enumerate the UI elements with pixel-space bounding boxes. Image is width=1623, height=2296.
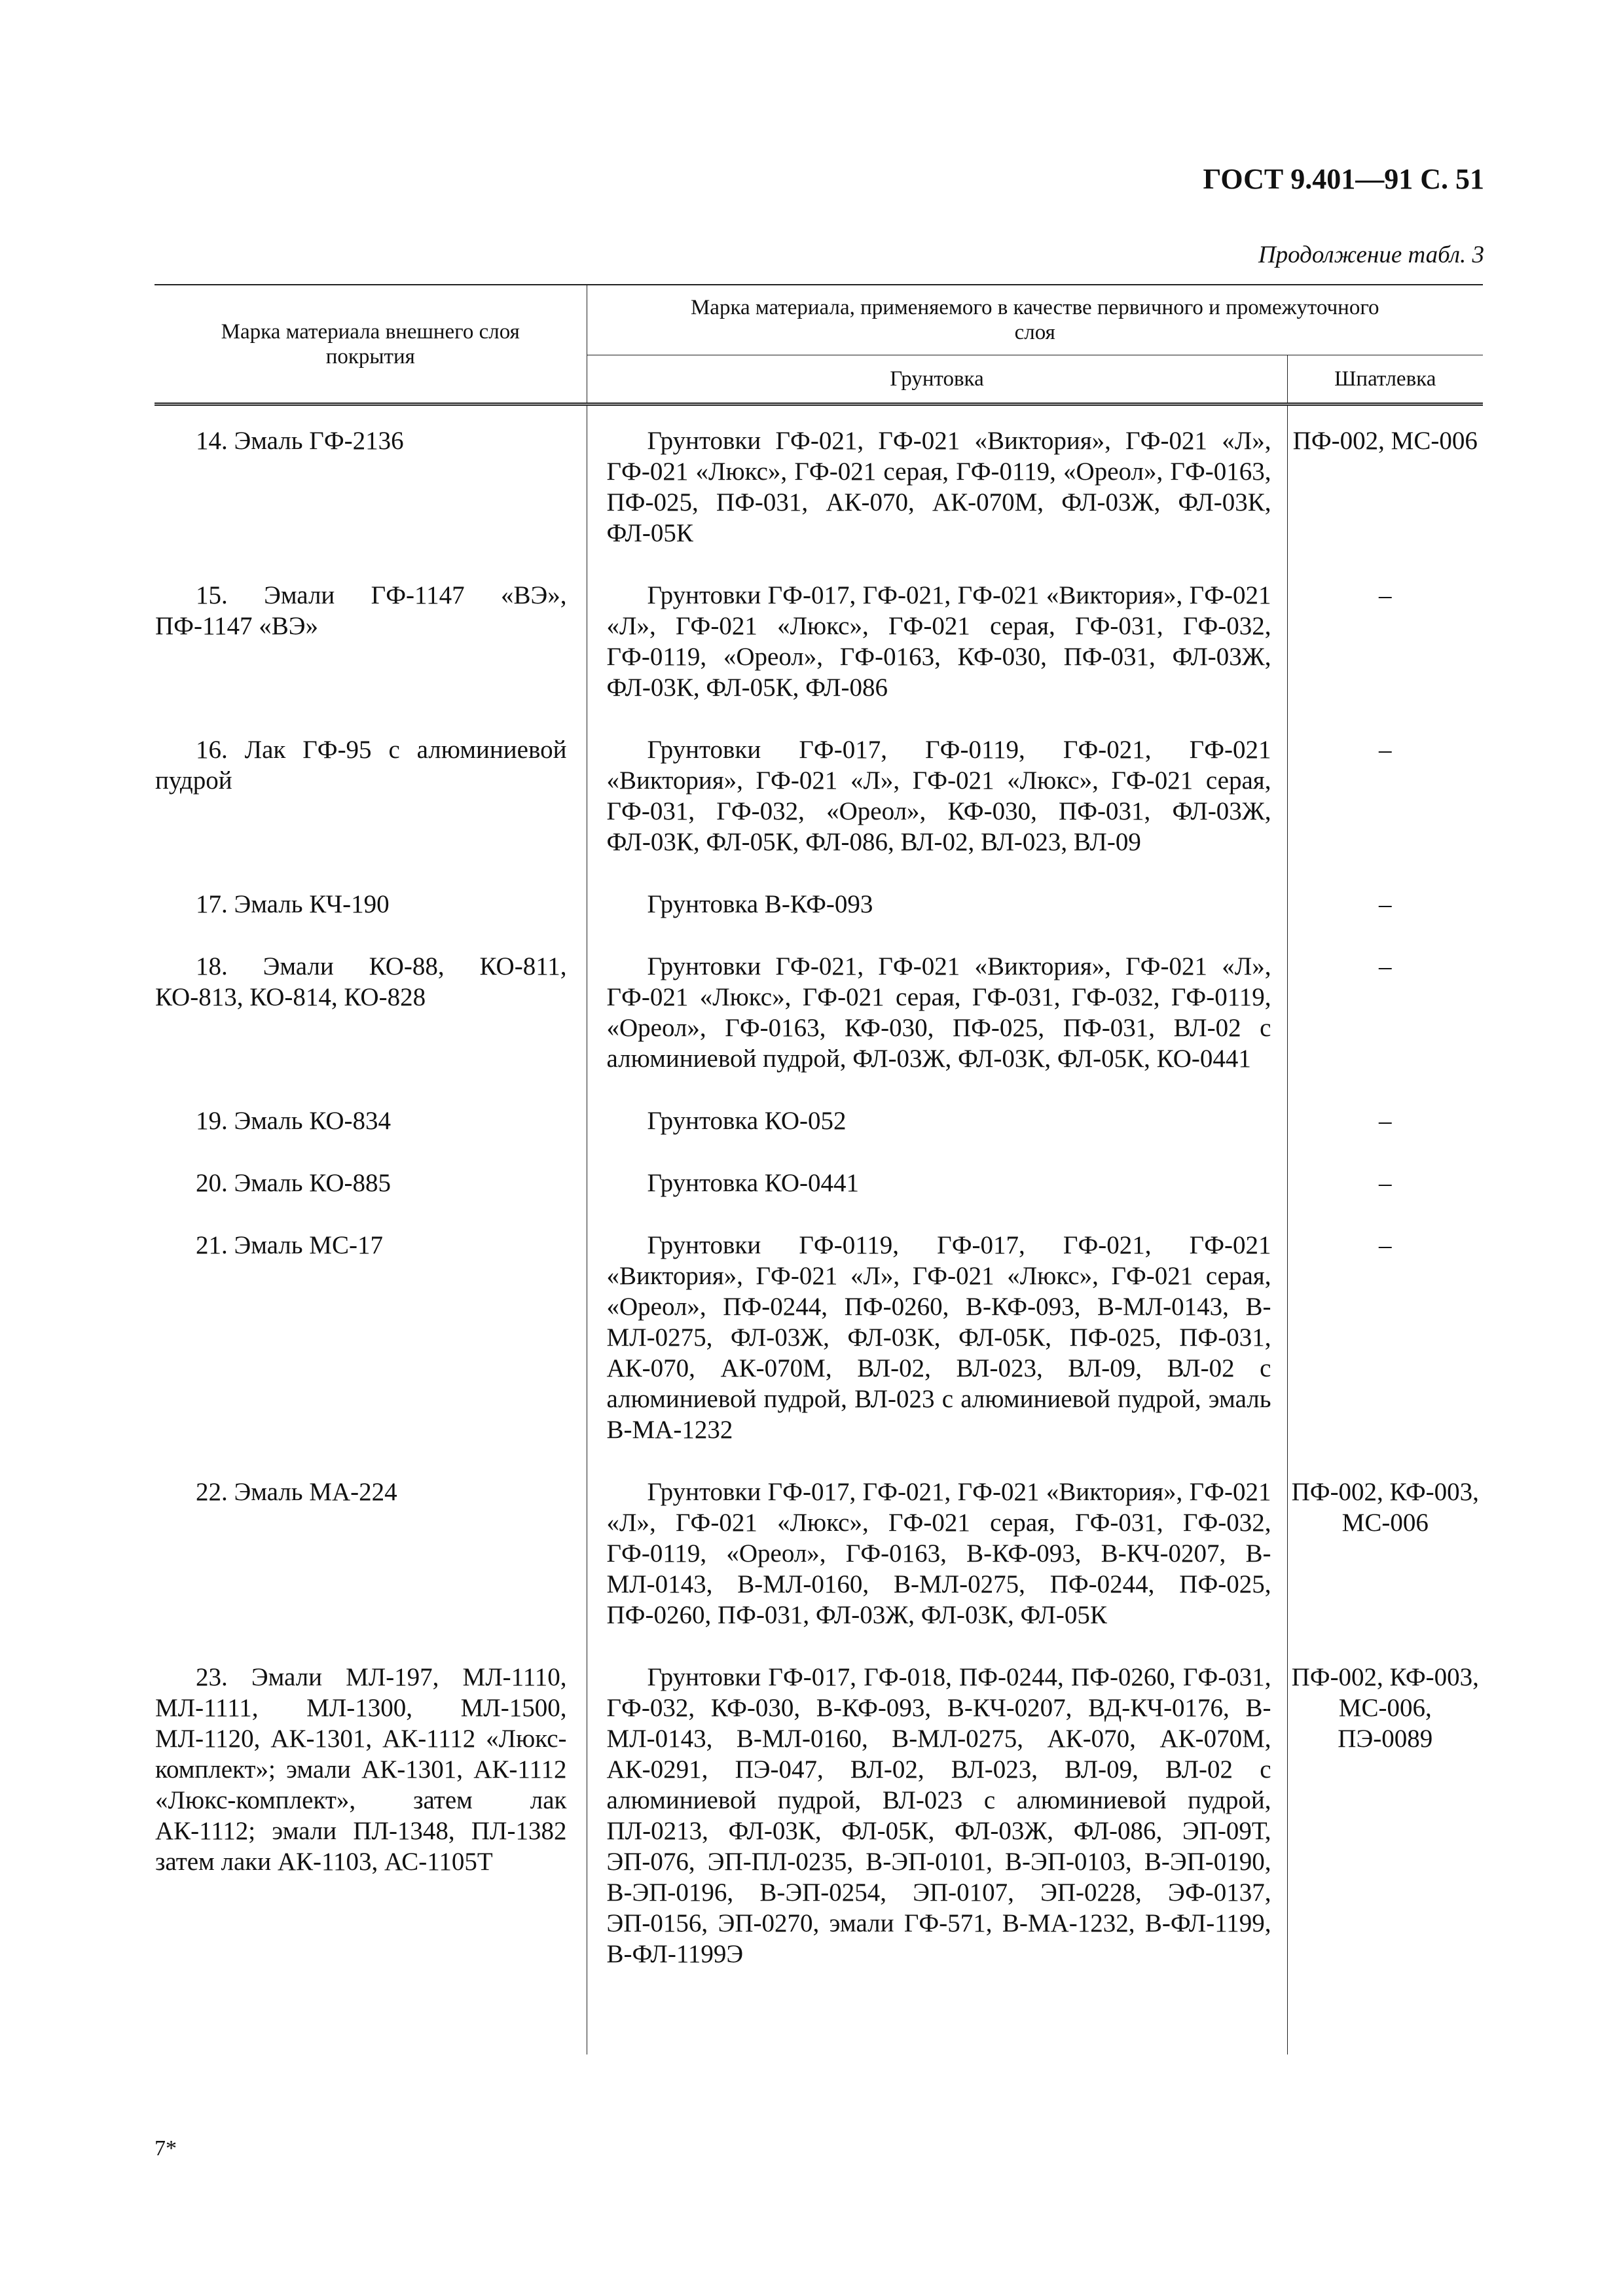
- header-primer: Грунтовка: [587, 355, 1287, 404]
- header-putty: Шпатлевка: [1287, 355, 1483, 404]
- materials-table: [155, 284, 1483, 2054]
- table-row: [155, 1476, 1483, 1661]
- putty-cell: –: [1379, 890, 1392, 918]
- primer-cell: Грунтовка КО-0441: [587, 1167, 1287, 1229]
- primer-cell: Грунтовка КО-052: [587, 1105, 1287, 1167]
- table-row: [155, 1229, 1483, 1476]
- outer-layer-cell: 16. Лак ГФ-95 с алюминиевой пудрой: [155, 736, 567, 795]
- primer-cell: Грунтовки ГФ-021, ГФ-021 «Виктория», ГФ-021 «Л», ГФ-021 «Люкс», ГФ-021 серая, ГФ-031, ГФ-032, ГФ-0119, «Ореол», ГФ-0163, КФ-030, ПФ-025, ПФ-031, ВЛ-02 с алюминиевой пудрой, ФЛ-03Ж, ФЛ-03К, ФЛ-05К, КО-0441: [587, 950, 1287, 1105]
- putty-cell: –: [1379, 581, 1392, 609]
- putty-cell: ПФ-002, МС-006: [1292, 427, 1478, 455]
- outer-layer-cell: 22. Эмаль МА-224: [196, 1478, 397, 1506]
- table-row: [155, 734, 1483, 888]
- page-mark: 7*: [155, 2136, 177, 2161]
- outer-layer-cell: 17. Эмаль КЧ-190: [196, 890, 390, 918]
- outer-layer-cell: 19. Эмаль КО-834: [196, 1107, 392, 1135]
- putty-cell: ПФ-002, КФ-003, МС-006, ПЭ-0089: [1291, 1663, 1479, 1753]
- table-row: [155, 579, 1483, 734]
- outer-layer-cell: 15. Эмали ГФ-1147 «ВЭ», ПФ-1147 «ВЭ»: [155, 581, 567, 640]
- table-row: [155, 1167, 1483, 1229]
- putty-cell: –: [1379, 952, 1392, 980]
- table-continuation-note: Продолжение табл. 3: [1258, 242, 1484, 268]
- primer-cell: Грунтовки ГФ-017, ГФ-0119, ГФ-021, ГФ-021 «Виктория», ГФ-021 «Л», ГФ-021 «Люкс», ГФ-021 серая, ГФ-031, ГФ-032, «Ореол», КФ-030, ПФ-031, ФЛ-03Ж, ФЛ-03К, ФЛ-05К, ФЛ-086, ВЛ-02, ВЛ-023, ВЛ-09: [587, 734, 1287, 888]
- primer-cell: Грунтовки ГФ-021, ГФ-021 «Виктория», ГФ-021 «Л», ГФ-021 «Люкс», ГФ-021 серая, ГФ-0119, «Ореол», ГФ-0163, ПФ-025, ПФ-031, АК-070, АК-070М, ФЛ-03Ж, ФЛ-03К, ФЛ-05К: [587, 404, 1287, 580]
- outer-layer-cell: 21. Эмаль МС-17: [196, 1231, 383, 1259]
- outer-layer-cell: 20. Эмаль КО-885: [196, 1169, 392, 1197]
- table-body: [155, 404, 1483, 2055]
- table-row: [155, 404, 1483, 580]
- putty-cell: ПФ-002, КФ-003, МС-006: [1291, 1478, 1479, 1537]
- header-primary-layer-group: Марка материала, применяемого в качестве первичного и промежуточного слоя: [587, 285, 1483, 355]
- table-row: [155, 1105, 1483, 1167]
- spacer-cell: [155, 1969, 587, 2054]
- primer-cell: Грунтовки ГФ-017, ГФ-018, ПФ-0244, ПФ-0260, ГФ-031, ГФ-032, КФ-030, В-КФ-093, В-КЧ-0207, ВД-КЧ-0176, В-МЛ-0143, В-МЛ-0160, В-МЛ-0275, АК-070, АК-070М, АК-0291, ПЭ-047, ВЛ-02, ВЛ-023, ВЛ-09, ВЛ-02 с алюминиевой пудрой, ВЛ-023 с алюминиевой пудрой, ПЛ-0213, ФЛ-03К, ФЛ-05К, ФЛ-03Ж, ФЛ-086, ЭП-09Т, ЭП-076, ЭП-ПЛ-0235, В-ЭП-0101, В-ЭП-0103, В-ЭП-0190, В-ЭП-0196, В-ЭП-0254, ЭП-0107, ЭП-0228, ЭФ-0137, ЭП-0156, ЭП-0270, эмали ГФ-571, В-МА-1232, В-ФЛ-1199, В-ФЛ-1199Э: [587, 1661, 1287, 1969]
- page-title: ГОСТ 9.401—91 С. 51: [1203, 163, 1484, 195]
- table-spacer-row: [155, 1969, 1483, 2054]
- table-row: [155, 888, 1483, 950]
- outer-layer-cell: 18. Эмали КО-88, КО-811, КО-813, КО-814, КО-828: [155, 952, 567, 1011]
- outer-layer-cell: 14. Эмаль ГФ-2136: [196, 427, 404, 455]
- primer-cell: Грунтовки ГФ-0119, ГФ-017, ГФ-021, ГФ-021 «Виктория», ГФ-021 «Л», ГФ-021 «Люкс», ГФ-021 серая, «Ореол», ПФ-0244, ПФ-0260, В-КФ-093, В-МЛ-0143, В-МЛ-0275, ФЛ-03Ж, ФЛ-03К, ФЛ-05К, ПФ-025, ПФ-031, АК-070, АК-070М, ВЛ-02, ВЛ-023, ВЛ-09, ВЛ-02 с алюминиевой пудрой, ВЛ-023 с алюминиевой пудрой, эмаль В-МА-1232: [587, 1229, 1287, 1476]
- putty-cell: –: [1379, 1169, 1392, 1197]
- spacer-cell: [587, 1969, 1287, 2054]
- spacer-cell: [1287, 1969, 1483, 2054]
- primer-cell: Грунтовки ГФ-017, ГФ-021, ГФ-021 «Виктория», ГФ-021 «Л», ГФ-021 «Люкс», ГФ-021 серая, ГФ-031, ГФ-032, ГФ-0119, «Ореол», ГФ-0163, В-КФ-093, В-КЧ-0207, В-МЛ-0143, В-МЛ-0160, В-МЛ-0275, ПФ-0244, ПФ-025, ПФ-0260, ПФ-031, ФЛ-03Ж, ФЛ-03К, ФЛ-05К: [587, 1476, 1287, 1661]
- outer-layer-cell: 23. Эмали МЛ-197, МЛ-1110, МЛ-1111, МЛ-1300, МЛ-1500, МЛ-1120, АК-1301, АК-1112 «Люкс-комплект»; эмали АК-1301, АК-1112 «Люкс-комплект», затем лак АК-1112; эмали ПЛ-1348, ПЛ-1382 затем лаки АК-1103, АС-1105Т: [155, 1663, 567, 1876]
- putty-cell: –: [1379, 736, 1392, 764]
- putty-cell: –: [1379, 1107, 1392, 1135]
- header-outer-layer: Марка материала внешнего слоя покрытия: [155, 285, 587, 404]
- table-row: [155, 950, 1483, 1105]
- table-row: [155, 1661, 1483, 1969]
- primer-cell: Грунтовка В-КФ-093: [587, 888, 1287, 950]
- primer-cell: Грунтовки ГФ-017, ГФ-021, ГФ-021 «Виктория», ГФ-021 «Л», ГФ-021 «Люкс», ГФ-021 серая, ГФ-031, ГФ-032, ГФ-0119, «Ореол», ГФ-0163, КФ-030, ПФ-031, ФЛ-03Ж, ФЛ-03К, ФЛ-05К, ФЛ-086: [587, 579, 1287, 734]
- putty-cell: –: [1379, 1231, 1392, 1259]
